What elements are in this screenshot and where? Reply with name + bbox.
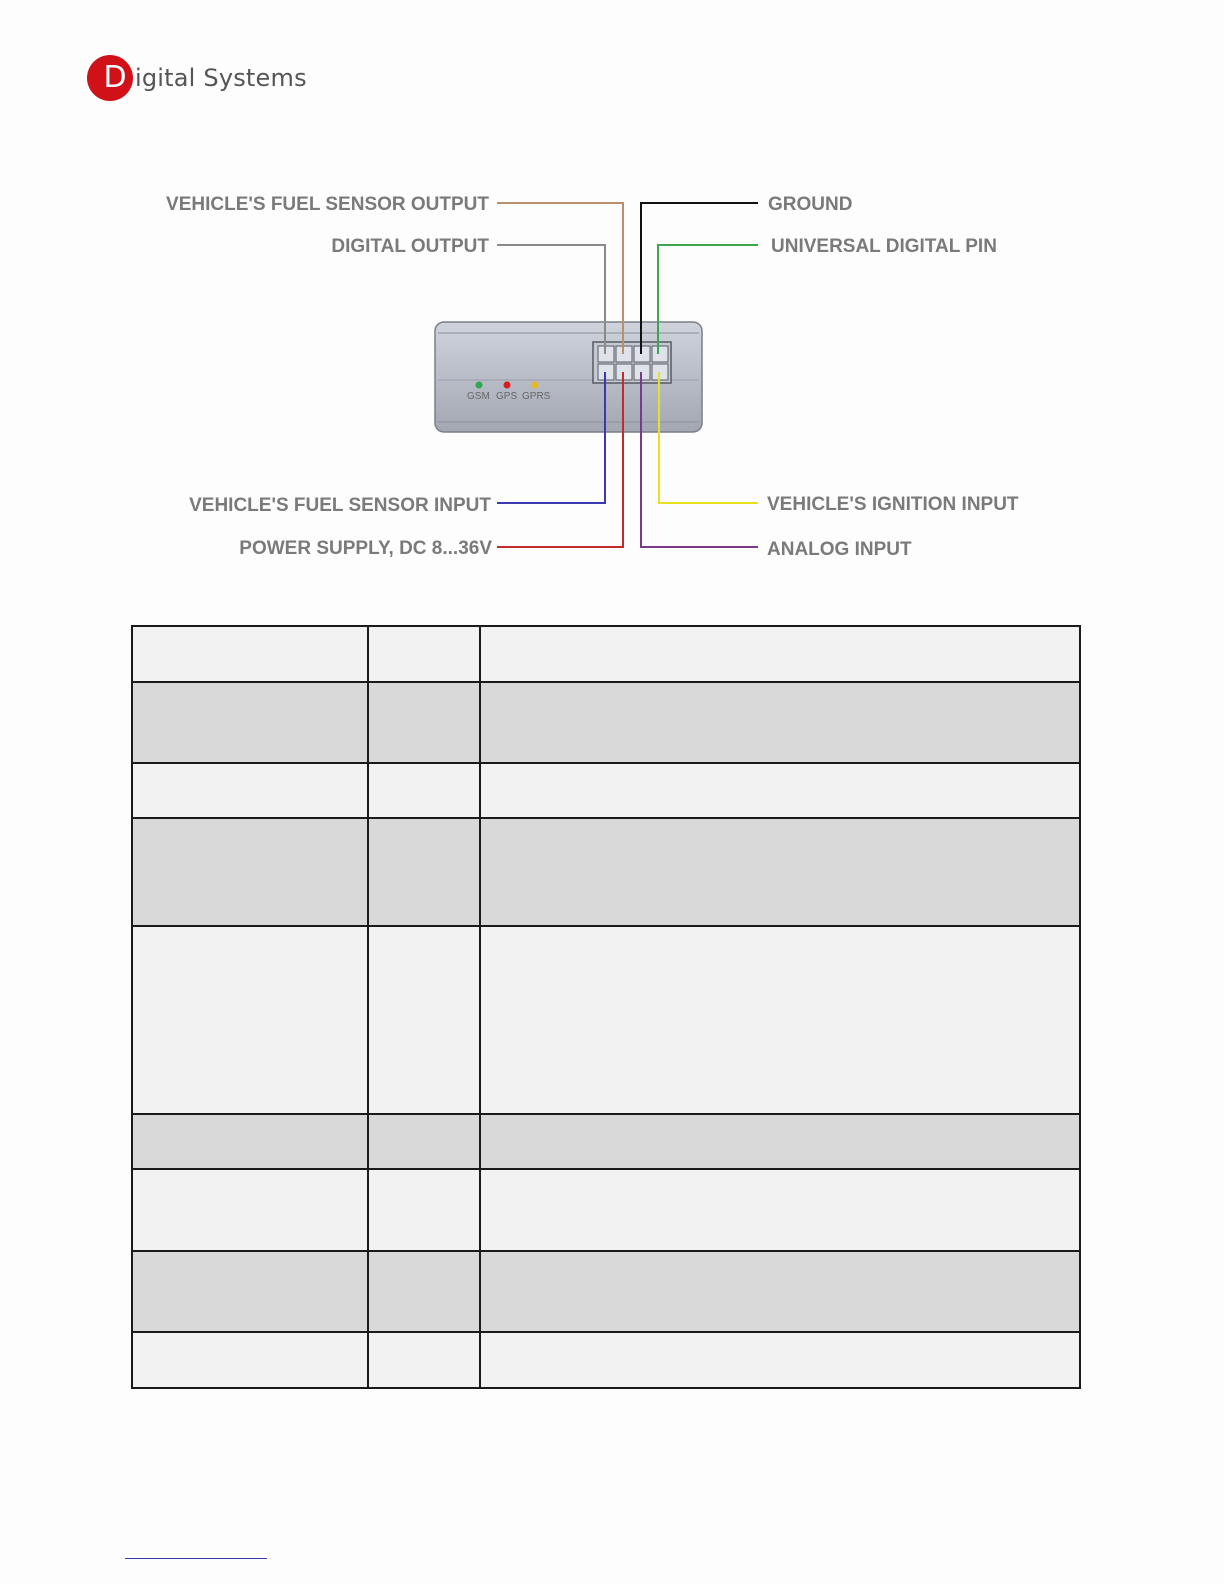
table-cell [132, 1114, 368, 1169]
table-cell [480, 1114, 1080, 1169]
label-fuel-sensor-input: VEHICLE'S FUEL SENSOR INPUT [189, 495, 491, 516]
gps-led-label: GPS [496, 391, 518, 402]
table-cell [132, 1169, 368, 1251]
gps-led-icon [504, 382, 511, 389]
wiring-diagram [0, 0, 1224, 600]
gsm-led-label: GSM [467, 391, 490, 402]
table-cell [132, 1332, 368, 1388]
pin-description-table [131, 625, 1081, 1389]
table-cell [368, 1332, 480, 1388]
table-cell [368, 926, 480, 1114]
table-cell [132, 626, 368, 682]
table-cell [132, 682, 368, 763]
table-cell [132, 1251, 368, 1332]
table-cell [368, 1114, 480, 1169]
table-cell [480, 1251, 1080, 1332]
label-ignition-input: VEHICLE'S IGNITION INPUT [767, 494, 1019, 515]
gprs-led-icon [532, 382, 539, 389]
led-group [467, 382, 551, 403]
table-row [132, 1169, 1080, 1251]
table-row [132, 1114, 1080, 1169]
table-cell [480, 682, 1080, 763]
table-row [132, 1332, 1080, 1388]
table-cell [368, 1251, 480, 1332]
table-cell [368, 626, 480, 682]
label-ground: GROUND [768, 194, 853, 215]
table-row [132, 926, 1080, 1114]
table-cell [480, 626, 1080, 682]
table-row [132, 818, 1080, 926]
label-fuel-sensor-output: VEHICLE'S FUEL SENSOR OUTPUT [166, 194, 489, 215]
label-digital-output: DIGITAL OUTPUT [331, 236, 489, 257]
table-row [132, 626, 1080, 682]
table-cell [480, 763, 1080, 818]
table-cell [480, 1169, 1080, 1251]
logo-text: igital Systems [135, 64, 307, 92]
table-cell [480, 926, 1080, 1114]
footer-link-line [125, 1558, 267, 1559]
table-cell [368, 682, 480, 763]
table-row [132, 682, 1080, 763]
table-cell [368, 763, 480, 818]
table-cell [368, 1169, 480, 1251]
table-cell [132, 763, 368, 818]
label-analog-input: ANALOG INPUT [767, 539, 912, 560]
table-cell [132, 818, 368, 926]
table-row [132, 1251, 1080, 1332]
logo-letter: D [103, 60, 127, 95]
table-cell [368, 818, 480, 926]
label-power-supply: POWER SUPPLY, DC 8...36V [239, 538, 492, 559]
table-cell [480, 818, 1080, 926]
table-cell [480, 1332, 1080, 1388]
table-cell [132, 926, 368, 1114]
label-universal-digital-pin: UNIVERSAL DIGITAL PIN [771, 236, 997, 257]
gsm-led-icon [476, 382, 483, 389]
gprs-led-label: GPRS [522, 391, 551, 402]
table-row [132, 763, 1080, 818]
